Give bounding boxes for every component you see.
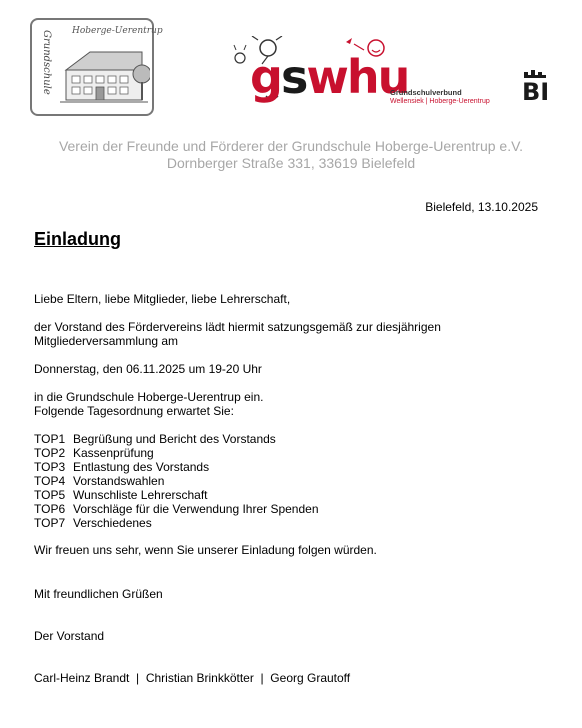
agenda-number: TOP4 <box>34 474 66 488</box>
closing-note: Wir freuen uns sehr, wenn Sie unserer Einladung folgen würden. <box>34 543 377 557</box>
wordmark-w: w <box>306 50 347 104</box>
association-subtitle: Wellensiek | Hoberge-Uerentrup <box>390 98 490 105</box>
agenda-item <box>34 474 319 488</box>
greeting: Mit freundlichen Grüßen <box>34 587 163 601</box>
meeting-date: Donnerstag, den 06.11.2025 um 19-20 Uhr <box>34 362 262 376</box>
agenda-item <box>34 502 319 516</box>
school-logo-vertical-text: Grundschule <box>41 30 52 95</box>
bielefeld-mark: BI <box>522 78 550 106</box>
bielefeld-crown-icon <box>524 70 546 78</box>
salutation: Liebe Eltern, liebe Mitglieder, liebe Lehrerschaft, <box>34 292 291 306</box>
agenda-text: Kassenprüfung <box>73 446 154 460</box>
location-line-1: in die Grundschule Hoberge-Uerentrup ein. <box>34 390 264 404</box>
agenda-item <box>34 516 319 530</box>
agenda-item <box>34 432 319 446</box>
agenda-text: Vorstandswahlen <box>73 474 165 488</box>
agenda-text: Begrüßung und Bericht des Vorstands <box>73 432 276 446</box>
agenda-number: TOP2 <box>34 446 66 460</box>
agenda-number: TOP5 <box>34 488 66 502</box>
school-logo-arc-text: Hoberge-Uerentrup <box>72 26 163 36</box>
agenda-number: TOP6 <box>34 502 66 516</box>
agenda-number: TOP1 <box>34 432 66 446</box>
agenda-number: TOP3 <box>34 460 66 474</box>
wordmark-hu: hu <box>346 50 409 104</box>
agenda-text: Verschiedenes <box>73 516 152 530</box>
association-name: Verein der Freunde und Förderer der Grundschule Hoberge-Uerentrup e.V. <box>58 138 524 154</box>
agenda-text: Vorschläge für die Verwendung Ihrer Spenden <box>73 502 319 516</box>
association-title: Grundschulverbund <box>390 88 462 97</box>
location-line-2: Folgende Tagesordnung erwartet Sie: <box>34 404 234 418</box>
agenda-text: Wunschliste Lehrerschaft <box>73 488 208 502</box>
intro-line-1: der Vorstand des Fördervereins lädt hiermit satzungsgemäß zur diesjährigen <box>34 320 441 334</box>
wordmark-g: g <box>250 50 281 104</box>
school-building-icon <box>56 40 150 112</box>
gswhu-wordmark <box>250 50 409 104</box>
intro-line-2: Mitgliederversammlung am <box>34 334 179 348</box>
association-address: Dornberger Straße 331, 33619 Bielefeld <box>166 155 416 171</box>
board-names: Carl-Heinz Brandt | Christian Brinkkötter | Georg Grautoff <box>34 671 351 685</box>
gswhu-logo <box>226 36 548 116</box>
school-logo <box>30 18 163 116</box>
agenda-item <box>34 446 319 460</box>
agenda-number: TOP7 <box>34 516 66 530</box>
letter-title: Einladung <box>34 229 121 249</box>
agenda-item <box>34 488 319 502</box>
agenda-list <box>34 432 319 530</box>
agenda-text: Entlastung des Vorstands <box>73 460 210 474</box>
wordmark-s: s <box>280 50 307 104</box>
letter-date: Bielefeld, 13.10.2025 <box>425 200 538 214</box>
agenda-item <box>34 460 319 474</box>
signatory: Der Vorstand <box>34 629 105 643</box>
